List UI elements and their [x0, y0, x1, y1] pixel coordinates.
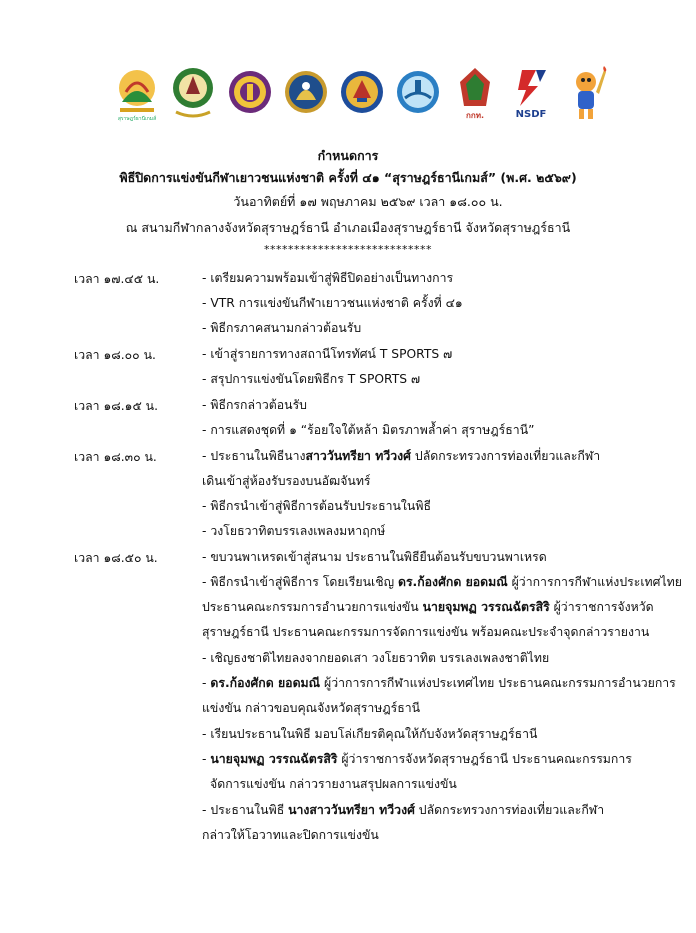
- time-label: เวลา ๑๗.๔๕ น.: [74, 272, 160, 286]
- suratthani-games-caption: สุราษฎร์ธานีเกมส์: [117, 116, 157, 122]
- venue-line: ณ สนามกีฬากลางจังหวัดสุราษฎร์ธานี อำเภอเมืองสุราษฎร์ธานี จังหวัดสุราษฎร์ธานี: [125, 220, 571, 235]
- schedule-item: [202, 677, 676, 689]
- text-segment: ปลัดกระทรวงการท่องเที่ยวและกีฬา: [414, 803, 605, 817]
- ministry-seal-2: [281, 62, 331, 124]
- person-name: นายจุมพฏ วรรณฉัตรสิริ: [210, 752, 338, 766]
- schedule-item: [202, 576, 682, 588]
- schedule-item: - เรียนประธานในพิธี มอบโล่เกียรติคุณให้กับจังหวัดสุราษฎร์ธานี: [202, 727, 538, 741]
- doc-subtitle: พิธีปิดการแข่งขันกีฬาเยาวชนแห่งชาติ ครั้งที่ ๔๑ “สุราษฎร์ธานีเกมส์” (พ.ศ. ๒๕๖๙): [119, 170, 577, 185]
- text-segment: ประธานคณะกรรมการอำนวยการแข่งขัน: [202, 600, 423, 614]
- schedule-item: - VTR การแข่งขันกีฬาเยาวชนแห่งชาติ ครั้งที่ ๔๑: [202, 296, 463, 310]
- schedule-item-continued: สุราษฎร์ธานี ประธานคณะกรรมการจัดการแข่งขัน พร้อมคณะประจำจุดกล่าวรายงาน: [202, 625, 650, 639]
- schedule-item-continued: เดินเข้าสู่ห้องรับรองบนอัฒจันทร์: [202, 474, 371, 488]
- text-segment: ผู้ว่าราชการจังหวัด: [549, 600, 654, 614]
- text-segment: ผู้ว่าการการกีฬาแห่งประเทศไทย ประธานคณะกรรมการอำนวยการ: [320, 676, 676, 690]
- person-name: นายจุมพฏ วรรณฉัตรสิริ: [422, 600, 550, 614]
- schedule-item: - ขบวนพาเหรดเข้าสู่สนาม ประธานในพิธียืนต้อนรับขบวนพาเหรด: [202, 550, 547, 564]
- text-segment: -: [202, 752, 211, 766]
- schedule-item: - พิธีกรกล่าวต้อนรับ: [202, 398, 307, 412]
- time-label: เวลา ๑๘.๓๐ น.: [74, 450, 157, 464]
- ministry-seal-1: [225, 62, 275, 124]
- nsdf-caption: NSDF: [515, 109, 547, 120]
- municipality-seal: [393, 62, 443, 124]
- date-line: วันอาทิตย์ที่ ๑๗ พฤษภาคม ๒๕๖๙ เวลา ๑๘.๐๐ น.: [233, 194, 503, 209]
- schedule-item: - สรุปการแข่งขันโดยพิธีกร T SPORTS ๗: [202, 372, 421, 386]
- schedule-item-continued: แข่งขัน กล่าวขอบคุณจังหวัดสุราษฎร์ธานี: [202, 701, 421, 715]
- schedule-item: - วงโยธวาทิตบรรเลงเพลงมหาฤกษ์: [202, 524, 386, 538]
- suratthani-games-logo: [112, 62, 162, 124]
- person-name: สาววันทรียา ทวีวงศ์: [305, 449, 411, 463]
- schedule-item: - พิธีกรนำเข้าสู่พิธีการต้อนรับประธานในพิธี: [202, 499, 431, 513]
- provincial-admin-seal: [168, 62, 218, 124]
- person-name: ดร.ก้องศักด ยอดมณี: [397, 575, 508, 589]
- schedule-item-continued: กล่าวให้โอวาทและปิดการแข่งขัน: [202, 828, 379, 842]
- schedule-item: - เชิญธงชาติไทยลงจากยอดเสา วงโยธวาทิต บรรเลงเพลงชาติไทย: [202, 651, 550, 665]
- text-segment: ผู้ว่าการการกีฬาแห่งประเทศไทย: [507, 575, 682, 589]
- text-segment: - ประธานในพิธีนาง: [202, 449, 306, 463]
- time-label: เวลา ๑๘.๑๕ น.: [74, 399, 158, 413]
- sat-caption: กกท.: [465, 111, 484, 120]
- separator: ****************************: [264, 243, 432, 256]
- doc-title: กำหนดการ: [317, 148, 379, 163]
- schedule-item: [202, 450, 600, 462]
- sat-logo: [450, 62, 500, 124]
- text-segment: ผู้ว่าราชการจังหวัดสุราษฎร์ธานี ประธานคณะกรรมการ: [337, 752, 632, 766]
- schedule-item: - เตรียมความพร้อมเข้าสู่พิธีปิดอย่างเป็นทางการ: [202, 271, 454, 285]
- mascot-logo: [562, 62, 612, 124]
- person-name: ดร.ก้องศักด ยอดมณี: [210, 676, 321, 690]
- schedule-item: - พิธีกรภาคสนามกล่าวต้อนรับ: [202, 321, 362, 335]
- time-label: เวลา ๑๘.๐๐ น.: [74, 348, 156, 362]
- nsdf-logo: [506, 62, 556, 124]
- time-label: เวลา ๑๘.๕๐ น.: [74, 551, 158, 565]
- ministry-seal-3: [337, 62, 387, 124]
- person-name: นางสาววันทรียา ทวีวงศ์: [288, 803, 415, 817]
- logo-strip: [112, 52, 612, 134]
- schedule-item: [202, 804, 604, 816]
- schedule-item: [202, 753, 632, 765]
- schedule-item: - เข้าสู่รายการทางสถานีโทรทัศน์ T SPORTS ๗: [202, 347, 453, 361]
- schedule-item-continued: จัดการแข่งขัน กล่าวรายงานสรุปผลการแข่งขัน: [210, 777, 457, 791]
- schedule-item-continued: [202, 601, 654, 613]
- text-segment: -: [202, 676, 211, 690]
- text-segment: - พิธีกรนำเข้าสู่พิธีการ โดยเรียนเชิญ: [202, 575, 398, 589]
- schedule-item: - การแสดงชุดที่ ๑ “ร้อยใจใต้หล้า มิตรภาพล้ำค่า สุราษฎร์ธานี”: [202, 423, 535, 437]
- text-segment: - ประธานในพิธี: [202, 803, 289, 817]
- text-segment: ปลัดกระทรวงการท่องเที่ยวและกีฬา: [410, 449, 601, 463]
